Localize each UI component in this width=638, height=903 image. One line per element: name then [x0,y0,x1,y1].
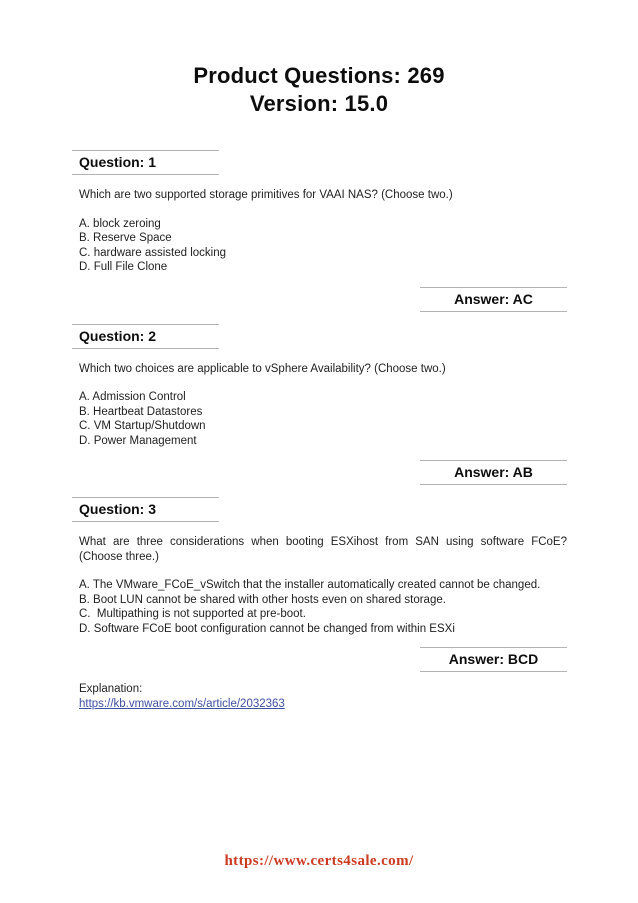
question-1-body [72,188,567,275]
footer-link[interactable]: https://www.certs4sale.com/ [224,853,414,869]
question-block-2 [72,324,567,486]
question-2-header: Question: 2 [72,324,219,349]
option-line: C. Multipathing is not supported at pre-boot. [79,608,306,620]
page-footer [0,853,638,870]
question-block-1 [72,150,567,312]
answer-row [72,647,567,672]
answer-row [72,287,567,312]
option-line: C. VM Startup/Shutdown [79,420,206,432]
question-3-text: What are three considerations when booting ESXihost from SAN using software FCoE? (Choose three.) [79,536,567,563]
question-1-options [79,217,567,275]
option-line: D. Software FCoE boot configuration cannot be changed from within ESXi [79,622,455,635]
option-line: D. Full File Clone [79,261,168,273]
page-subtitle: Version: 15.0 [249,91,389,116]
question-2-text: Which two choices are applicable to vSphere Availability? (Choose two.) [79,362,446,375]
question-2-options [79,390,567,448]
answer-badge: Answer: BCD [420,647,567,672]
option-line: B. Heartbeat Datastores [79,405,203,418]
page-title: Product Questions: 269 [193,63,445,88]
option-line: C. hardware assisted locking [79,246,227,259]
explanation-label: Explanation: [79,683,143,695]
question-1-header: Question: 1 [72,150,219,175]
question-3-header: Question: 3 [72,497,219,522]
page-content [72,150,567,712]
option-line: B. Boot LUN cannot be shared with other hosts even on shared storage. [79,593,446,606]
question-2-body [72,362,567,449]
option-line: A. Admission Control [79,391,186,403]
question-block-3 [72,497,567,712]
answer-badge: Answer: AC [420,287,567,312]
page-title-block [0,62,638,118]
answer-row [72,460,567,485]
question-1-text: Which are two supported storage primitives for VAAI NAS? (Choose two.) [79,189,453,201]
option-line: B. Reserve Space [79,232,172,244]
option-line: A. block zeroing [79,217,161,230]
question-3-options [79,578,567,636]
question-3-body [72,535,567,636]
kb-article-link[interactable]: https://kb.vmware.com/s/article/2032363 [79,698,285,710]
explanation-section [72,682,567,712]
option-line: A. The VMware_FCoE_vSwitch that the installer automatically created cannot be changed. [79,579,541,591]
answer-badge: Answer: AB [420,460,567,485]
option-line: D. Power Management [79,434,197,447]
